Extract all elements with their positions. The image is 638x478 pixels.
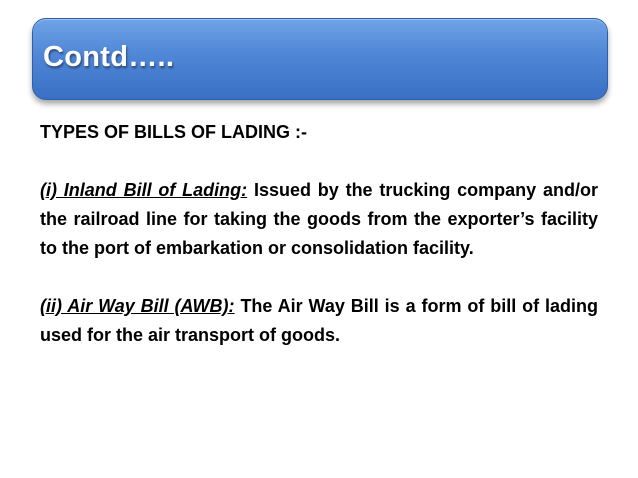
term-air-way-bill: (ii) Air Way Bill (AWB):: [40, 296, 235, 316]
list-item-air-way-bill: [40, 292, 598, 350]
title-bar: [32, 18, 608, 100]
list-item-inland-bill: [40, 176, 598, 263]
slide-body: [40, 118, 598, 350]
section-heading: TYPES OF BILLS OF LADING :-: [40, 122, 307, 142]
description-air-way-bill: The Air Way Bill is a form of bill of lading used for the air transport of goods.: [40, 296, 598, 345]
term-inland-bill: (i) Inland Bill of Lading:: [40, 180, 248, 200]
slide-title: Contd…..: [43, 41, 175, 73]
description-inland-bill: Issued by the trucking company and/or the railroad line for taking the goods from the exporter’s facility to the port of embarkation or consolidation facility.: [40, 180, 598, 258]
